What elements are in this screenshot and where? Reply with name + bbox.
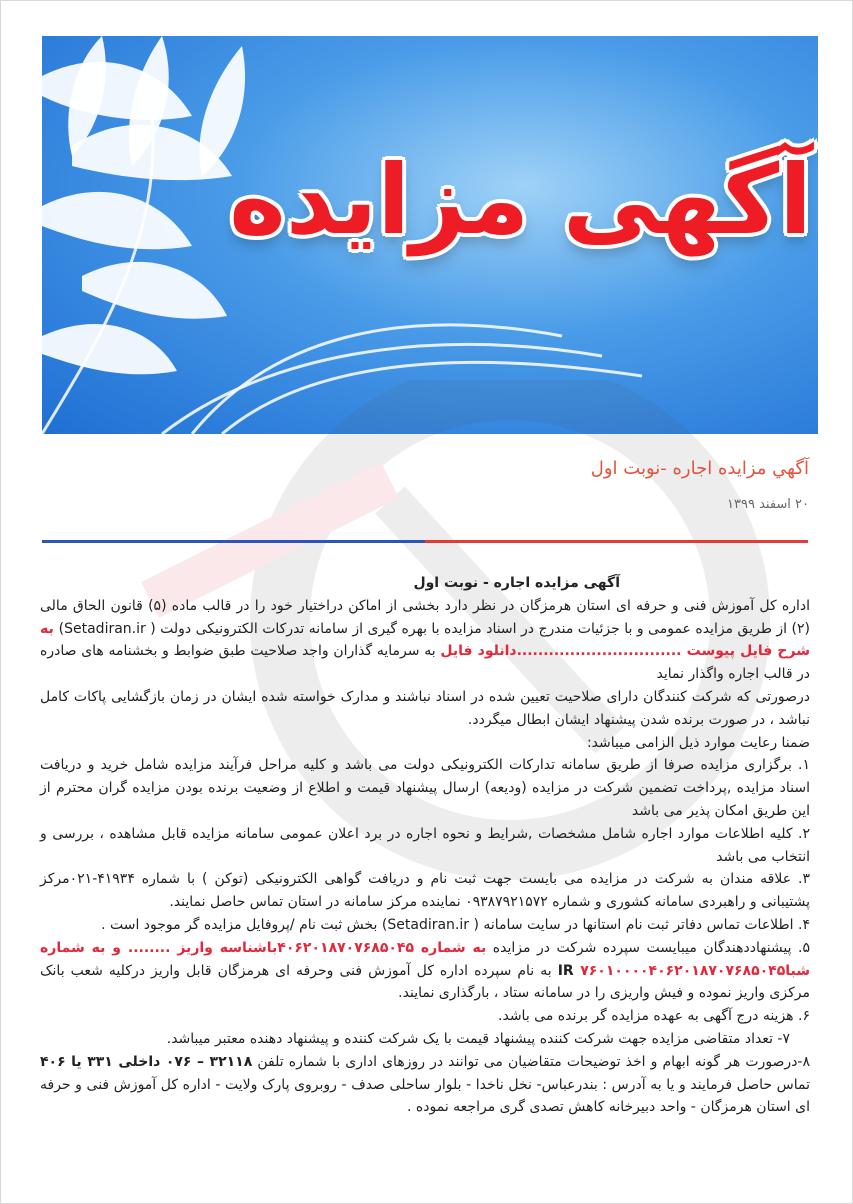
item5-iban-prefix: IR <box>557 962 581 979</box>
intro-text: اداره کل آموزش فنی و حرفه ای استان هرمزگان در نظر دارد بخشی از اماکن دراختیار خود را در قالب ماده (۵) قانون الحاق مالی (۲) از طریق مزایده عمومی و با جزئیات مندرج در اسناد مزایده با بهره گیری از سامانه تدرکات الکترونیکی دولت ( Setadiran.ir) <box>40 597 810 637</box>
section-divider <box>42 540 808 543</box>
item5-text-end: به نام سپرده اداره کل آموزش فنی وحرفه ای هرمزگان قابل واریز درکلیه شعب بانک مرکزی واریز نموده و فیش واریزی را در سامانه ستاد ، بارگذاری نمایند. <box>40 962 810 1002</box>
list-item-4: ۴. اطلاعات تماس دفاتر ثبت نام استانها در سایت سامانه ( Setadiran.ir) بخش ثبت نام /پروفایل مزایده گر موجود است . <box>101 916 810 933</box>
item5-account-number: به شماره ۴۰۶۲۰۱۸۷۰۷۶۸۵۰۴۵باشناسه واریز ........ و به شماره شبا۷۶۰۱۰۰۰۰۴۰۶۲۰۱۸۷۰۷۶۸۵۰۴۵ <box>40 939 811 979</box>
list-item-2: ۲. کلیه اطلاعات موارد اجاره شامل مشخصات ,شرایط و نحوه اجاره در برد اعلان عمومی سامانه مزایده قابل مشاهده ، بررسی و انتخاب می باشد <box>40 825 810 865</box>
item8-phone: ۳۲۱۱۸ – ۰۷۶ داخلی ۳۳۱ یا ۴۰۶ <box>40 1053 253 1070</box>
post-date: ۲۰ اسفند ۱۳۹۹ <box>727 497 809 512</box>
list-item-3: ۳. علاقه مندان به شرکت در مزایده می بایست جهت ثبت نام و دریافت گواهی الکترونیکی (توکن ) با شماره ۴۱۹۳۴-۰۲۱مرکز پشتیبانی و راهبردی سامانه کشوری و شماره ۰۹۳۸۷۹۲۱۵۷۲ نماینده مرکز سامانه در استان تماس حاصل نمایند. <box>40 871 810 911</box>
post-title: آگهي مزايده اجاره -نوبت اول <box>590 458 809 479</box>
banner-title: آگهی مزایده <box>229 144 812 256</box>
list-item-1: ۱. برگزاری مزایده صرفا از طریق سامانه تدارکات الکترونیکی دولت می باشد و کلیه مراحل فرآیند مزایده شامل خرید و دریافت اسناد مزایده ,پرداخت تضمین شرکت در مزایده (ودیعه) ارسال پیشنهاد قیمت و اطلاع از وضعیت برنده بودن مزایده گران محترم از این طریق امکان پذیر می باشد <box>40 757 810 819</box>
list-item-6: ۶. هزینه درج آگهی به عهده مزایده گر برنده می باشد. <box>498 1008 810 1025</box>
intro-text-end: به سرمایه گذاران واجد صلاحیت طبق ضوابط و بخشنامه های صادره در قالب اجاره واگذار نماید <box>40 643 810 683</box>
list-item-8 <box>40 1051 810 1119</box>
item5-text: ۵. پیشنهاددهندگان میبایست سپرده شرکت در مزایده <box>486 939 810 956</box>
divider-blue-segment <box>42 540 425 543</box>
paragraph-intro <box>40 595 810 686</box>
item8-text-end: تماس حاصل فرمایند و یا به آدرس : بندرعباس- نخل ناخدا - بلوار ساحلی صدف - روبروی پارک ولایت - اداره کل آموزش فنی و حرفه ای استان هرمزگان - واحد دبیرخانه کاهش تصدی گری مراجعه نموده . <box>40 1076 810 1116</box>
auction-banner <box>42 36 818 434</box>
list-item-7: ۷- تعداد متقاضی مزایده جهت شرکت کننده پیشنهاد قیمت با یک شرکت کننده و پیشنهاد دهنده معتبر میباشد. <box>166 1030 790 1047</box>
download-file-link[interactable]: به شرح فایل پیوست ...............................دانلود فایل <box>40 620 810 660</box>
announcement-header: آگهی مزایده اجاره - نوبت اول <box>413 575 620 591</box>
paragraph-requirements: ضمنا رعایت موارد ذیل الزامی میباشد: <box>586 734 810 751</box>
item8-text: ۸-درصورت هر گونه ابهام و اخذ توضیحات متقاضیان می توانند در روزهای اداری با شماره تلفن <box>252 1053 811 1070</box>
paragraph-eligibility: درصورتی که شرکت کنندگان دارای صلاحیت تعیین شده در اسناد نباشند و مدارک خواسته شده ایشان در زمان بازگشایی پاکات کامل نباشد ، در صورت برنده شدن پیشنهاد ایشان ابطال میگردد. <box>40 688 810 728</box>
announcement-body <box>40 572 810 1119</box>
divider-red-segment <box>425 540 808 543</box>
list-item-5 <box>40 937 810 1005</box>
